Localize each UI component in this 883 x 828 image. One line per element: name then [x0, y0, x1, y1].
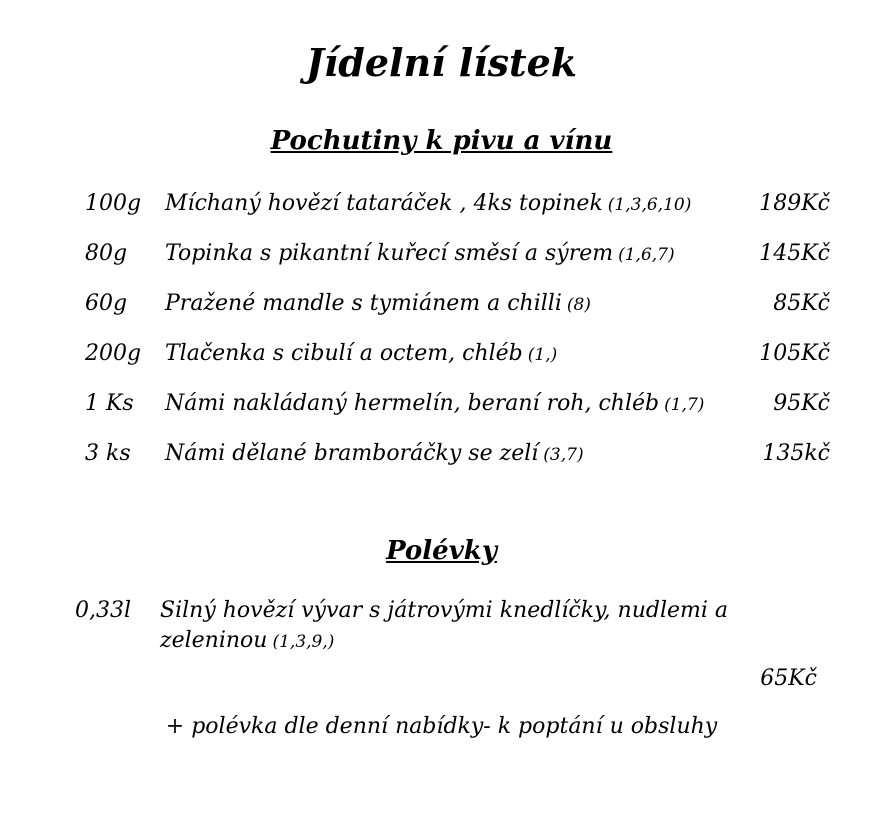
item-description — [165, 339, 747, 370]
item-allergens: (8) — [566, 295, 591, 315]
item-name: Tlačenka s cibulí a octem, chléb — [165, 341, 523, 366]
item-allergens: (1,) — [527, 345, 558, 365]
menu-item-row — [85, 189, 830, 220]
item-price: 189Kč — [759, 191, 830, 216]
page-title: Jídelní lístek — [305, 40, 578, 85]
item-name: Pražené mandle s tymiánem a chilli — [165, 291, 562, 316]
item-name: Námi nakládaný hermelín, beraní roh, chléb — [165, 391, 660, 416]
item-quantity: 0,33l — [75, 598, 132, 623]
item-name: Topinka s pikantní kuřecí směsí a sýrem — [165, 241, 614, 266]
item-quantity: 100g — [85, 191, 142, 216]
daily-soup-note: + polévka dle denní nabídky- k poptání u obsluhy — [165, 714, 718, 739]
menu-item-row — [85, 339, 830, 370]
snacks-item-list — [0, 189, 883, 470]
item-description — [165, 239, 747, 270]
section-soups-heading: Polévky — [386, 536, 497, 566]
item-price: 85Kč — [773, 291, 830, 316]
item-allergens: (1,6,7) — [618, 245, 675, 265]
item-description — [165, 389, 761, 420]
section-snacks-heading: Pochutiny k pivu a vínu — [270, 126, 613, 156]
soups-item-list — [0, 596, 883, 657]
item-quantity: 200g — [85, 341, 142, 366]
item-allergens: (3,7) — [543, 445, 584, 465]
item-price: 135kč — [762, 441, 830, 466]
item-allergens: (1,3,6,10) — [607, 195, 692, 215]
section-snacks — [0, 125, 883, 470]
item-price: 95Kč — [773, 391, 830, 416]
item-name: Míchaný hovězí tataráček , 4ks topinek — [165, 191, 603, 216]
item-allergens: (1,3,9,) — [272, 632, 335, 652]
item-quantity: 80g — [85, 241, 128, 266]
item-price: 105Kč — [759, 341, 830, 366]
item-description — [165, 439, 750, 470]
item-name: Námi dělané bramboráčky se zelí — [165, 441, 539, 466]
item-price: 65Kč — [760, 666, 817, 691]
item-quantity: 1 Ks — [85, 391, 134, 416]
item-quantity: 3 ks — [85, 441, 131, 466]
item-price: 145Kč — [759, 241, 830, 266]
menu-item-row — [85, 239, 830, 270]
item-description — [165, 189, 747, 220]
item-quantity: 60g — [85, 291, 128, 316]
menu-page — [0, 40, 883, 828]
item-description — [165, 289, 761, 320]
menu-item-row — [85, 389, 830, 420]
item-allergens: (1,7) — [664, 395, 705, 415]
menu-item-row — [85, 289, 830, 320]
item-name: Silný hovězí vývar s játrovými knedlíčky, nudlemi a zeleninou — [160, 598, 729, 653]
item-description — [160, 596, 821, 657]
menu-item-row — [85, 439, 830, 470]
section-soups — [0, 535, 883, 742]
menu-item-row — [75, 596, 821, 657]
